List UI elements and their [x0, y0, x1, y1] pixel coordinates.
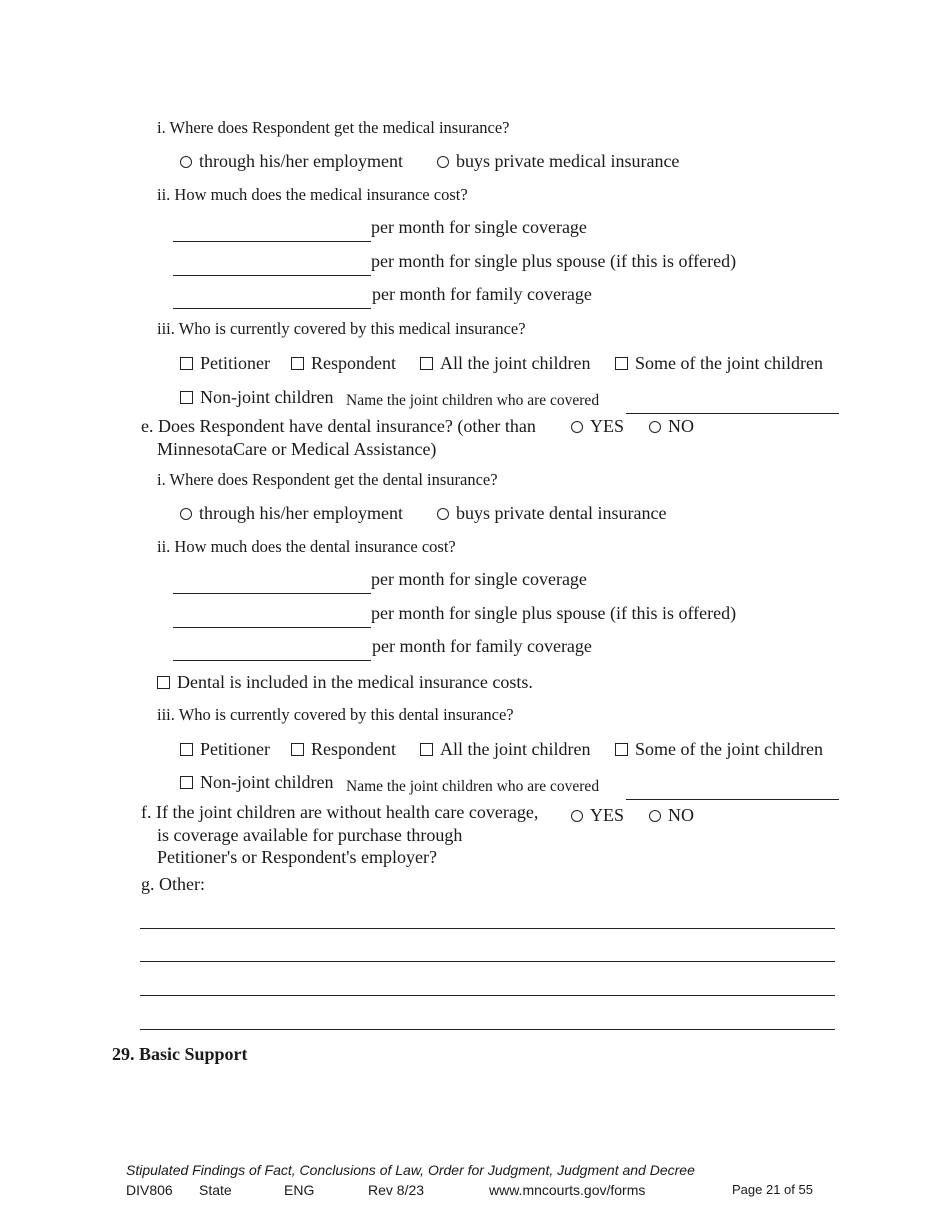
option-label: through his/her employment — [199, 151, 403, 171]
medical-family-cost-field[interactable] — [173, 308, 371, 309]
other-line-2[interactable] — [140, 961, 835, 962]
coverage-available-line2: is coverage available for purchase through — [157, 825, 463, 845]
footer-website[interactable]: www.mncourts.gov/forms — [489, 1182, 646, 1198]
dental-spouse-cost-field[interactable] — [173, 627, 371, 628]
dental-yes-option[interactable] — [571, 416, 624, 437]
checkbox-icon[interactable] — [157, 676, 170, 689]
section-heading: 29. Basic Support — [112, 1044, 248, 1064]
dental-private-option[interactable] — [437, 503, 666, 524]
other-line-1[interactable] — [140, 928, 835, 929]
medical-cov-petitioner[interactable] — [180, 353, 270, 374]
medical-source-question: i. Where does Respondent get the medical insurance? — [157, 118, 510, 137]
medical-cov-all-children[interactable] — [420, 353, 590, 374]
other-line-4[interactable] — [140, 1029, 835, 1030]
medical-name-children-field[interactable] — [626, 413, 839, 414]
radio-icon[interactable] — [571, 810, 583, 822]
dental-cov-some-children[interactable] — [615, 739, 823, 760]
dental-cov-respondent[interactable] — [291, 739, 396, 760]
footer-jurisdiction: State — [199, 1182, 232, 1198]
option-label: Non-joint children — [200, 387, 334, 407]
medical-spouse-cost-label: per month for single plus spouse (if this is offered) — [371, 251, 737, 271]
checkbox-icon[interactable] — [291, 743, 304, 756]
option-label: Some of the joint children — [635, 353, 823, 373]
dental-single-cost-field[interactable] — [173, 593, 371, 594]
dental-employment-option[interactable] — [180, 503, 403, 524]
radio-icon[interactable] — [180, 508, 192, 520]
checkbox-icon[interactable] — [420, 743, 433, 756]
medical-cov-respondent[interactable] — [291, 353, 396, 374]
footer-form-id: DIV806 — [126, 1182, 173, 1198]
dental-source-question: i. Where does Respondent get the dental insurance? — [157, 470, 498, 489]
dental-no-option[interactable] — [649, 416, 694, 437]
dental-cov-petitioner[interactable] — [180, 739, 270, 760]
radio-icon[interactable] — [180, 156, 192, 168]
footer-language: ENG — [284, 1182, 315, 1198]
medical-cov-some-children[interactable] — [615, 353, 823, 374]
medical-single-cost-field[interactable] — [173, 241, 371, 242]
radio-icon[interactable] — [437, 508, 449, 520]
coverage-available-line3: Petitioner's or Respondent's employer? — [157, 847, 437, 867]
dental-cov-nonjoint[interactable] — [180, 772, 333, 793]
dental-name-children-field[interactable] — [626, 799, 839, 800]
medical-private-option[interactable] — [437, 151, 679, 172]
option-label: Non-joint children — [200, 772, 334, 792]
option-label: buys private dental insurance — [456, 503, 667, 523]
other-line-3[interactable] — [140, 995, 835, 996]
footer-page-number: Page 21 of 55 — [732, 1182, 813, 1197]
radio-icon[interactable] — [571, 421, 583, 433]
coverage-no-option[interactable] — [649, 805, 694, 826]
radio-icon[interactable] — [437, 156, 449, 168]
option-label: Petitioner — [200, 739, 270, 759]
dental-spouse-cost-label: per month for single plus spouse (if this is offered) — [371, 603, 737, 623]
medical-coverage-question: iii. Who is currently covered by this medical insurance? — [157, 319, 526, 338]
dental-name-children-label: Name the joint children who are covered — [346, 778, 600, 795]
checkbox-icon[interactable] — [291, 357, 304, 370]
option-label: YES — [590, 416, 625, 436]
option-label: NO — [668, 805, 694, 825]
footer-revision: Rev 8/23 — [368, 1182, 425, 1198]
option-label: YES — [590, 805, 625, 825]
option-label: Respondent — [311, 353, 396, 373]
checkbox-icon[interactable] — [180, 776, 193, 789]
coverage-available-line1: f. If the joint children are without health care coverage, — [141, 802, 539, 822]
option-label: Respondent — [311, 739, 396, 759]
checkbox-icon[interactable] — [180, 743, 193, 756]
dental-family-cost-field[interactable] — [173, 660, 371, 661]
medical-cov-nonjoint[interactable] — [180, 387, 333, 408]
dental-question-line1: e. Does Respondent have dental insurance? (other than — [141, 416, 536, 436]
medical-family-cost-label: per month for family coverage — [372, 284, 592, 304]
option-label: Some of the joint children — [635, 739, 823, 759]
checkbox-icon[interactable] — [615, 357, 628, 370]
other-label: g. Other: — [141, 874, 205, 894]
checkbox-icon[interactable] — [615, 743, 628, 756]
medical-employment-option[interactable] — [180, 151, 403, 172]
medical-cost-question: ii. How much does the medical insurance cost? — [157, 185, 468, 204]
option-label: buys private medical insurance — [456, 151, 680, 171]
option-label: through his/her employment — [199, 503, 403, 523]
footer-title: Stipulated Findings of Fact, Conclusions of Law, Order for Judgment, Judgment and Decree — [126, 1162, 695, 1178]
coverage-yes-option[interactable] — [571, 805, 624, 826]
option-label: Dental is included in the medical insurance costs. — [177, 672, 533, 692]
option-label: NO — [668, 416, 694, 436]
radio-icon[interactable] — [649, 421, 661, 433]
dental-question-line2: MinnesotaCare or Medical Assistance) — [157, 439, 437, 459]
medical-single-cost-label: per month for single coverage — [371, 217, 587, 237]
radio-icon[interactable] — [649, 810, 661, 822]
checkbox-icon[interactable] — [420, 357, 433, 370]
option-label: All the joint children — [440, 739, 591, 759]
dental-coverage-question: iii. Who is currently covered by this dental insurance? — [157, 705, 514, 724]
medical-name-children-label: Name the joint children who are covered — [346, 392, 600, 409]
option-label: All the joint children — [440, 353, 591, 373]
dental-cost-question: ii. How much does the dental insurance cost? — [157, 537, 456, 556]
medical-spouse-cost-field[interactable] — [173, 275, 371, 276]
dental-included-option[interactable] — [157, 672, 533, 693]
dental-single-cost-label: per month for single coverage — [371, 569, 587, 589]
checkbox-icon[interactable] — [180, 391, 193, 404]
dental-family-cost-label: per month for family coverage — [372, 636, 592, 656]
option-label: Petitioner — [200, 353, 270, 373]
checkbox-icon[interactable] — [180, 357, 193, 370]
dental-cov-all-children[interactable] — [420, 739, 590, 760]
